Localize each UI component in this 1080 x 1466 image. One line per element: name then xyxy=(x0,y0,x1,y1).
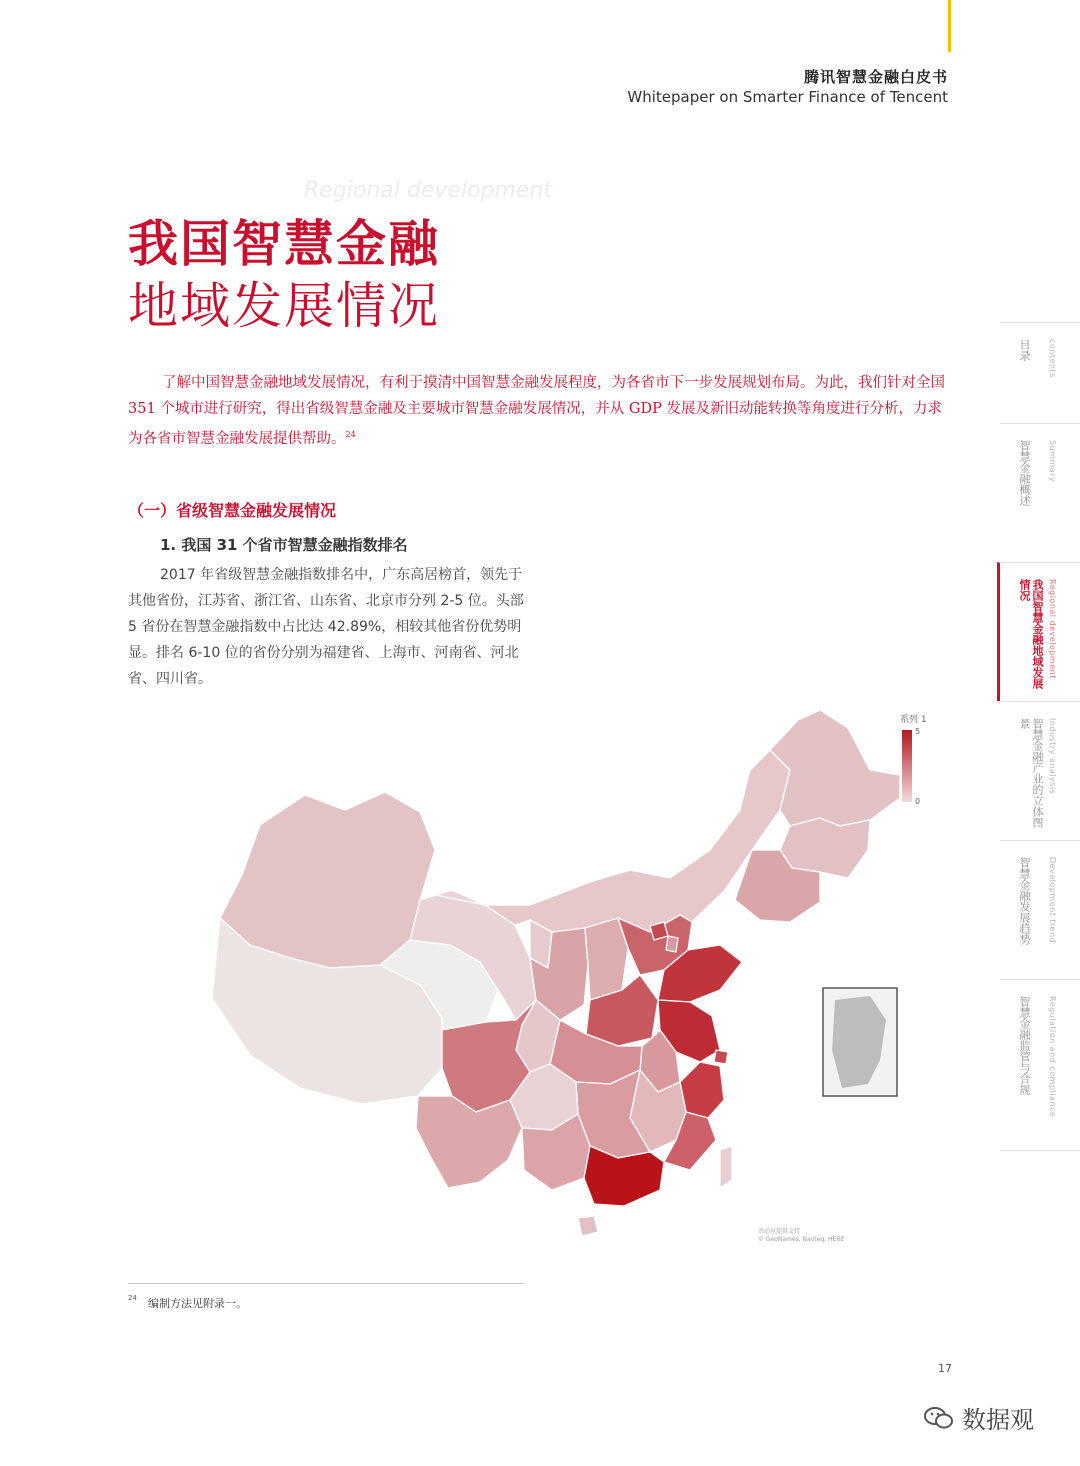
side-tab-development-trend[interactable] xyxy=(1000,840,1080,979)
side-tab-label-en: Regional development xyxy=(1048,579,1057,679)
side-tab-label-en: contents xyxy=(1048,339,1057,378)
side-tab-label-cn: 我国智慧金融地域发展情况 xyxy=(1018,579,1044,689)
side-tab-label-cn: 智慧金融监管与合规 xyxy=(1018,996,1031,1095)
region-taiwan xyxy=(720,1146,732,1188)
side-tab-contents[interactable] xyxy=(1000,322,1080,423)
side-tab-regulation[interactable] xyxy=(1000,979,1080,1151)
map-inset xyxy=(823,988,897,1096)
header-accent-rule xyxy=(948,0,951,52)
footnote-number: 24 xyxy=(128,1294,137,1302)
legend-title: 系列 1 xyxy=(900,715,927,725)
legend-max-label: 5 xyxy=(915,727,921,736)
map-credit-line2: © GeoNames, Navteq, HERE xyxy=(758,1236,845,1243)
side-tab-label-en: Regulation and compliance xyxy=(1048,996,1057,1118)
section-heading: （一）省级智慧金融发展情况 xyxy=(128,501,337,520)
region-hainan xyxy=(578,1216,598,1236)
map-credit-line1: 由必应提供支持 xyxy=(758,1228,801,1235)
map-credit xyxy=(758,1228,844,1244)
region-yunnan xyxy=(416,1096,522,1188)
region-xinjiang xyxy=(220,792,435,968)
chapter-ghost-title: Regional development xyxy=(304,178,553,203)
side-tab-industry-analysis[interactable] xyxy=(1000,701,1080,840)
side-tab-label-cn: 智慧金融产业的立体图景 xyxy=(1018,718,1044,828)
legend-min-label: 0 xyxy=(915,797,921,806)
side-tab-label-cn: 智慧金融概述 xyxy=(1018,440,1031,506)
region-zhejiang xyxy=(680,1062,724,1118)
region-shanghai xyxy=(714,1050,728,1064)
watermark-text: 数据观 xyxy=(962,1406,1034,1434)
side-tab-summary[interactable] xyxy=(1000,423,1080,562)
body-paragraph: 2017 年省级智慧金融指数排名中，广东高居榜首，领先于其他省份，江苏省、浙江省、山东省、北京市分列 2-5 位。头部 5 省份在智慧金融指数中占比达 42.89%，相较其他省份优势明显。排名 6-10 位的省份分别为福建省、上海市、河南省、河北省、四川省。 xyxy=(128,567,524,687)
watermark xyxy=(924,1400,1034,1435)
side-tab-regional-development[interactable] xyxy=(997,562,1080,701)
wechat-icon xyxy=(924,1406,954,1430)
intro-text: 了解中国智慧金融地域发展情况，有利于摸清中国智慧金融发展程度，为各省市下一步发展规划布局。为此，我们针对全国 351 个城市进行研究，得出省级智慧金融及主要城市智慧金融发展情况，并从 GDP 发展及新旧动能转换等角度进行分析，力求为各省市智慧金融发展提供帮助。 xyxy=(128,375,945,447)
region-heilongjiang xyxy=(770,710,900,826)
region-tianjin xyxy=(666,936,678,952)
footnote-divider xyxy=(128,1283,524,1284)
intro-paragraph xyxy=(128,370,950,452)
footnote-text: 编制方法见附录一。 xyxy=(148,1297,247,1310)
chapter-title-line1: 我国智慧金融 xyxy=(128,215,440,273)
chapter-title-line2: 地域发展情况 xyxy=(128,277,440,335)
side-tab-label-en: Industry analysis xyxy=(1048,718,1057,795)
intro-footnote-ref[interactable]: 24 xyxy=(345,430,356,439)
side-tab-label-en: Development trend xyxy=(1048,857,1057,944)
header-title-cn: 腾讯智慧金融白皮书 xyxy=(803,68,948,86)
side-tab-label-cn: 目录 xyxy=(1018,339,1031,361)
region-beijing xyxy=(650,922,668,940)
side-tab-label-cn: 智慧金融发展趋势 xyxy=(1018,857,1031,945)
side-tab-nav xyxy=(1000,322,1080,1151)
header-title-en: Whitepaper on Smarter Finance of Tencent xyxy=(627,88,948,106)
subsection-heading: 1. 我国 31 个省市智慧金融指数排名 xyxy=(160,536,408,554)
page-number: 17 xyxy=(938,1362,952,1375)
legend-color-scale xyxy=(902,730,912,802)
side-tab-label-en: Summary xyxy=(1048,440,1057,483)
map-svg xyxy=(180,700,900,1245)
china-choropleth-map xyxy=(180,700,900,1245)
